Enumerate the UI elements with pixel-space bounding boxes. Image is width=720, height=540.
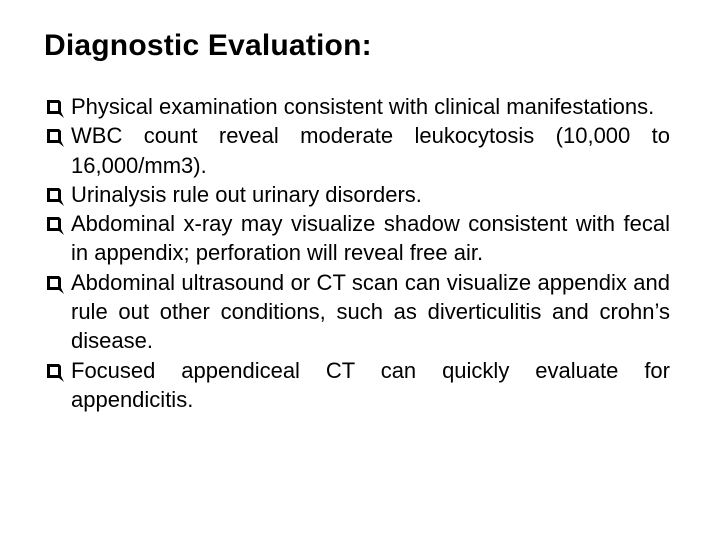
bullet-item [44,92,670,121]
checkbox-square-icon [44,98,66,120]
bullet-text: Abdominal x-ray may visualize shadow consistent with fecal in appendix; perforation will reveal free air. [71,211,670,266]
bullet-list [44,92,670,414]
bullet-text: WBC count reveal moderate leukocytosis (10,000 to 16,000/mm3). [71,123,670,178]
bullet-item [44,268,670,356]
slide-title: Diagnostic Evaluation: [44,29,372,62]
bullet-text: Abdominal ultrasound or CT scan can visualize appendix and rule out other conditions, such as diverticulitis and crohn’s disease. [71,269,670,354]
bullet-item [44,121,670,180]
bullet-item [44,356,670,415]
bullet-text: Physical examination consistent with clinical manifestations. [71,94,655,119]
bullet-item [44,209,670,268]
bullet-text: Focused appendiceal CT can quickly evaluate for appendicitis. [71,357,670,412]
bullet-item [44,180,670,209]
checkbox-square-icon [44,215,66,237]
bullet-text: Urinalysis rule out urinary disorders. [71,181,422,207]
checkbox-square-icon [44,362,66,384]
checkbox-square-icon [44,127,66,149]
checkbox-square-icon [44,186,66,208]
checkbox-square-icon [44,274,66,296]
